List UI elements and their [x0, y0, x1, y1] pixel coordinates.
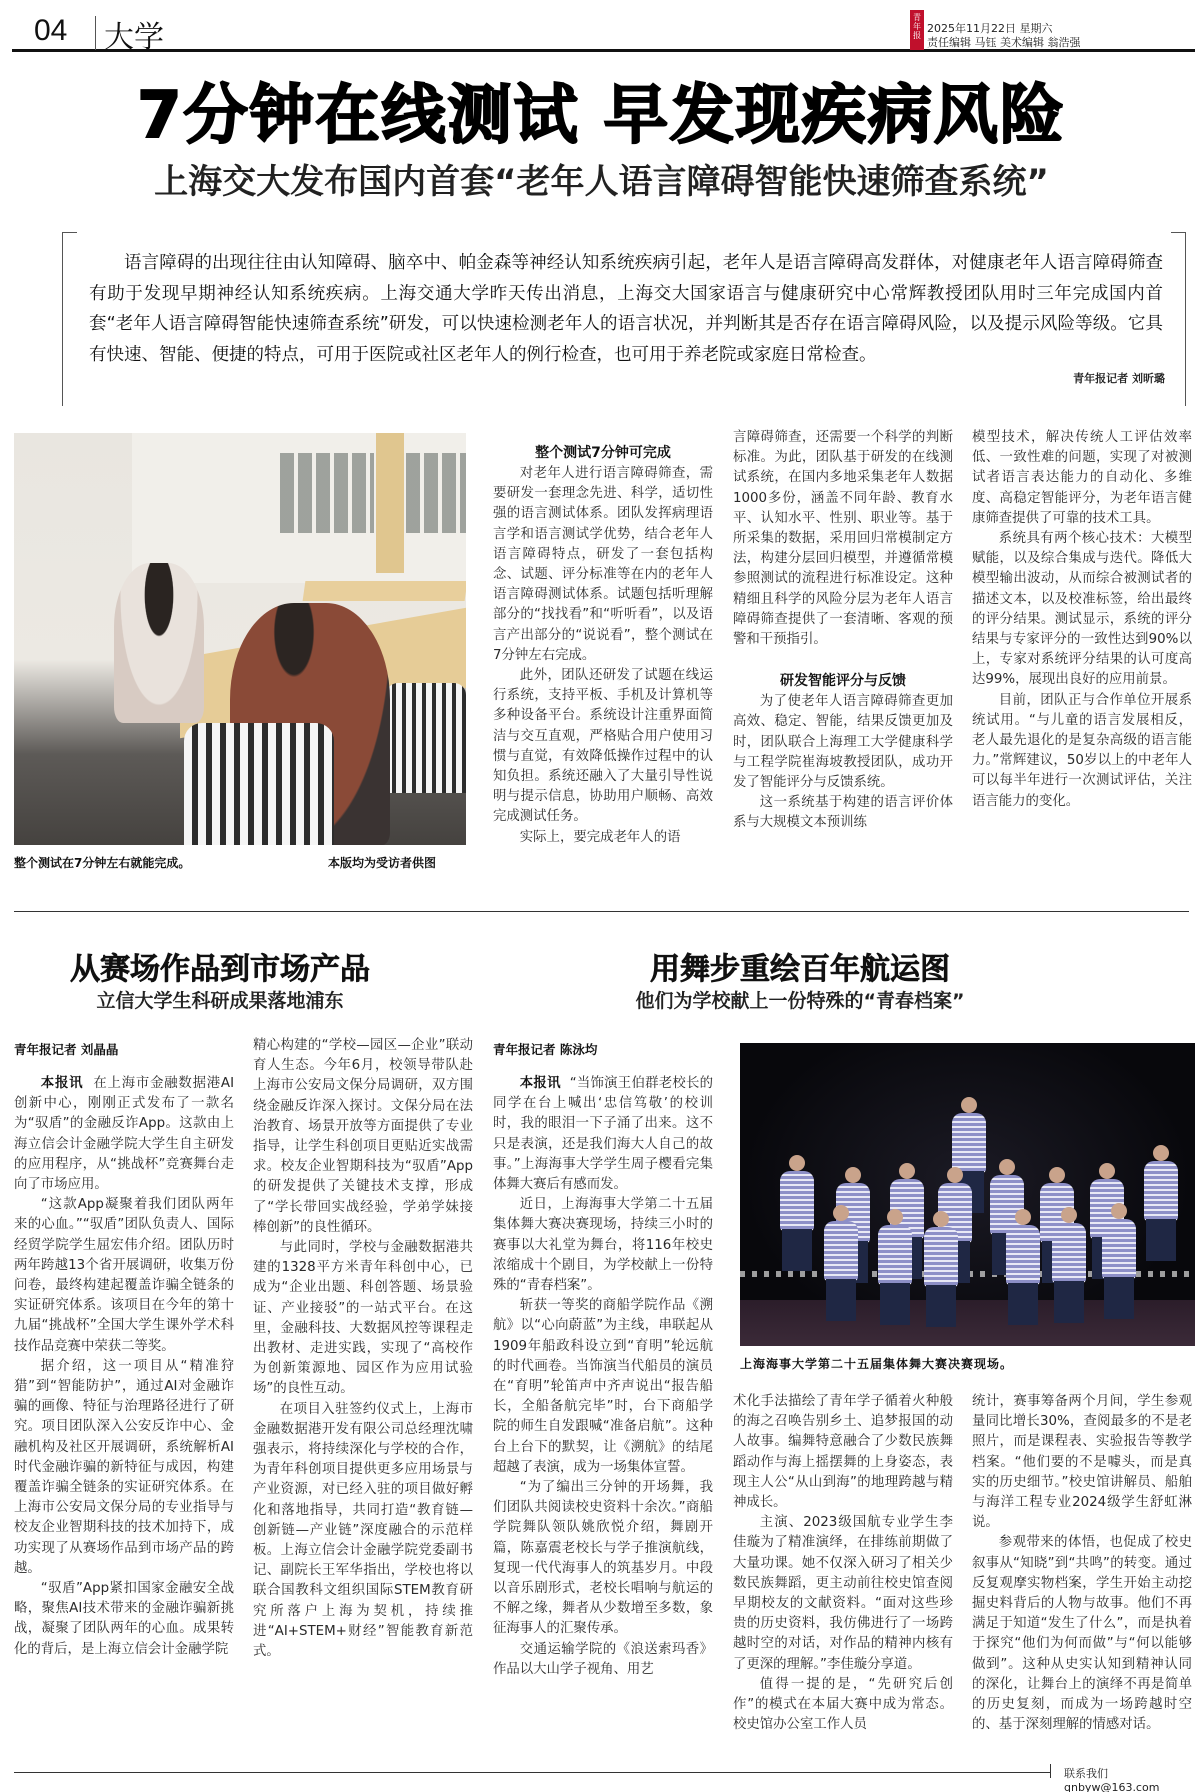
page-number: 04: [34, 14, 68, 47]
story-right-column-3: [972, 1392, 1192, 1735]
paragraph: 术化手法描绘了青年学子循着火种般的海之召唤告别乡土、追梦报国的动人故事。编舞特意融合了少数民族舞蹈动作与海上摇摆舞的上身姿态，表现主人公“从山到海”的地理跨越与精神成长。: [733, 1394, 953, 1511]
paragraph: 系统具有两个核心技术：大模型赋能，以及综合集成与迭代。降低大模型输出波动，从而综合被测试者的描述文本，以及校准标签，给出最终的评分结果。测试显示，系统的评分结果与专家评分的一致性达到90%以上，专家对系统评分结果的认可度高达99%，展现出良好的应用前景。: [972, 531, 1192, 688]
paragraph: 为了使老年人语言障碍筛查更加高效、稳定、智能，结果反馈更加及时，团队联合上海理工大学健康科学与工程学院崔海坡教授团队，成功开发了智能评分与反馈系统。: [733, 694, 953, 791]
story-right-column-1: [493, 1074, 713, 1680]
paragraph: 模型技术，解决传统人工评估效率低、一致性难的问题，实现了对被测试者语言表达能力的自动化、多维度、高稳定智能评分，为老年语言健康筛查提供了可靠的技术工具。: [972, 430, 1192, 526]
photo-screening-test: [14, 433, 466, 845]
lead-column-1: [493, 442, 713, 848]
paragraph: 参观带来的体悟，也促成了校史叙事从“知晓”到“共鸣”的转变。通过反复观摩实物档案，学生开始主动挖掘史料背后的人物与故事。他们不再满足于知道“发生了什么”，而是执着于探究“他们为何而做”与“何以能够做到”。这种从史实认知到精神认同的深化，让舞台上的演绎不再是简单的历史复刻，而成为一场跨越时空的、基于深刻理解的情感对话。: [972, 1535, 1192, 1733]
paragraph: 近日，上海海事大学第二十五届集体舞大赛决赛现场，持续三小时的赛事以大礼堂为舞台，将116年校史浓缩成十个剧目，为学校献上一份特殊的“青春档案”。: [493, 1197, 713, 1294]
section-heading: 研发智能评分与反馈: [780, 673, 906, 690]
dateline: 本报讯: [519, 1076, 561, 1091]
paragraph: 值得一提的是，“先研究后创作”的模式在本届大赛中成为常态。校史馆办公室工作人员: [733, 1676, 953, 1733]
editors-credit: 责任编辑 马钰 美术编辑 翁浩强: [927, 36, 1081, 49]
photo-credit: 本版均为受访者供图: [328, 856, 437, 870]
story-right-headline: 用舞步重绘百年航运图: [650, 952, 950, 987]
footer-rule-tick: [1050, 1764, 1051, 1778]
paragraph: “这款App凝聚着我们团队两年来的心血。”“驭盾”团队负责人、国际经贸学院学生屈宏伟介绍。团队历时两年跨越13个省开展调研，收集万份问卷，最终构建起覆盖诈骗全链条的实证研究体系。该项目在今年的第十九届“挑战杯”全国大学生课外学术科技作品竞赛中荣获二等奖。: [14, 1197, 234, 1354]
story-right-column-2: [733, 1392, 953, 1735]
lead-summary-box: [62, 232, 1186, 406]
story-left-byline: 青年报记者 刘晶晶: [14, 1042, 119, 1057]
story-left-column-1: [14, 1074, 234, 1660]
dateline: 本报讯: [40, 1076, 84, 1091]
paragraph: 本报讯 “当饰演王伯群老校长的同学在台上喊出‘忠信笃敬’的校训时，我的眼泪一下子涌了出来。这不只是表演，还是我们海大人自己的故事。”上海海事大学学生周子樱看完集体舞大赛后有感而发。: [493, 1076, 714, 1193]
paragraph: 交通运输学院的《浪送索玛香》作品以大山学子视角、用艺: [493, 1641, 713, 1677]
paragraph: 精心构建的“学校—园区—企业”联动育人生态。今年6月，校领导带队赴上海市公安局文保分局调研，双方围绕金融反诈深入探讨。文保分局在法治教育、场景开放等方面提供了专业指导，让学生科创项目更贴近实战需求。校友企业智期科技为“驭盾”App的研发提供了关键技术支撑，形成了“学长带回实战经验，学弟学妹接棒创新”的良性循环。: [253, 1038, 473, 1235]
paragraph: 此外，团队还研发了试题在线运行系统，支持平板、手机及计算机等多种设备平台。系统设计注重界面简洁与交互直观，严格贴合用户使用习惯与直觉，有效降低操作过程中的认知负担。系统还融入了大量引导性说明与提示信息，协助用户顺畅、高效完成测试任务。: [493, 668, 713, 825]
paragraph: 这一系统基于构建的语言评价体系与大规模文本预训练: [733, 795, 953, 831]
paragraph: 统计，赛事筹备两个月间，学生参观量同比增长30%，查阅最多的不是老照片，而是课程表、实验报告等教学档案。“他们要的不是噱头，而是真实的历史细节。”校史馆讲解员、船舶与海洋工程专业2024级学生舒虹淋说。: [972, 1394, 1192, 1531]
lead-column-2: [733, 428, 953, 834]
paragraph: 在项目入驻签约仪式上，上海市金融数据港开发有限公司总经理沈啸强表示，将持续深化与学校的合作，为青年科创项目提供更多应用场景与产业资源，对已经入驻的项目做好孵化和落地指导，共同打造“教育链—创新链—产业链”深度融合的示范样板。上海立信会计金融学院党委副书记、副院长王军华指出，学校也将以联合国教科文组织国际STEM教育研究所落户上海为契机，持续推进“AI+STEM+财经”智能教育新范式。: [253, 1401, 473, 1660]
photo-caption: 整个测试在7分钟左右就能完成。: [14, 856, 191, 870]
paragraph: 目前，团队正与合作单位开展系统试用。“与儿童的语言发展相反，老人最先退化的是复杂高级的语言能力。”常辉建议，50岁以上的中老年人可以每半年进行一次测试评估，关注语言能力的变化。: [972, 692, 1192, 809]
story-right-subheadline: 他们为学校献上一份特殊的“青春档案”: [635, 990, 965, 1012]
lead-byline: 青年报记者 刘昕璐: [1073, 372, 1165, 385]
paragraph: 实际上，要完成老年人的语: [519, 829, 681, 845]
footer-rule: [14, 1772, 1050, 1773]
paragraph: “驭盾”App紧扣国家金融安全战略，聚焦AI技术带来的金融诈骗新挑战，凝聚了团队两年的心血。成果转化的背后，是上海立信会计金融学院: [14, 1581, 234, 1657]
paragraph: 主演、2023级国航专业学生李佳璇为了精准演绎，在排练前期做了大量功课。她不仅深入研习了相关少数民族舞蹈，更主动前往校史馆查阅早期校友的文献资料。“面对这些珍贵的历史资料，我仿佛进行了一场跨越时空的对话，对作品的精神内核有了更深的理解。”李佳璇分享道。: [733, 1515, 953, 1672]
lead-paragraph: 语言障碍的出现往往由认知障碍、脑卒中、帕金森等神经认知系统疾病引起，老年人是语言障碍高发群体，对健康老年人语言障碍筛查有助于发现早期神经认知系统疾病。上海交通大学昨天传出消息，上海交大国家语言与健康研究中心常辉教授团队用时三年完成国内首套“老年人语言障碍智能快速筛查系统”研发，可以快速检测老年人的语言状况，并判断其是否存在语言障碍风险，以及提示风险等级。它具有快速、智能、便捷的特点，可用于医院或社区老年人的例行检查，也可用于养老院或家庭日常检查。: [89, 253, 1163, 365]
issue-date: 2025年11月22日 星期六: [927, 22, 1053, 35]
dance-photo-caption: 上海海事大学第二十五届集体舞大赛决赛现场。: [740, 1357, 1014, 1371]
paragraph: 据介绍，这一项目从“精准狩猎”到“智能防护”，通过AI对金融诈骗的画像、特征与治理路径进行了研究。项目团队深入公安反诈中心、金融机构及社区开展调研，系统解析AI时代金融诈骗的新特征与成因，构建覆盖诈骗全链条的实证研究体系。在上海市公安局文保分局的专业指导与校友企业智期科技的技术加持下，成功实现了从赛场作品到市场产品的跨越。: [14, 1358, 234, 1576]
story-left-column-2: [253, 1036, 473, 1662]
photo-dance-competition: [740, 1043, 1195, 1346]
masthead: [12, 10, 1195, 55]
paragraph: 与此同时，学校与金融数据港共建的1328平方米青年科创中心，已成为“企业出题、科创答题、场景验证、产业接驳”的一站式平台。在这里，金融科技、大数据风控等课程走出教材、走进实践，实现了“高校作为创新策源地、园区作为应用试验场”的良性互动。: [253, 1240, 473, 1397]
section-divider: [14, 911, 1189, 912]
paragraph: “为了编出三分钟的开场舞，我们团队共阅读校史资料十余次。”商船学院舞队领队姚欣悦介绍，舞剧开篇，陈嘉震老校长与学子推演航线，复现一代代海事人的筑基岁月。中段以音乐剧形式，老校长唱响与航运的不解之缘，舞者从少数增至多数，象征海事人的汇聚传承。: [493, 1480, 713, 1637]
paragraph: 言障碍筛查，还需要一个科学的判断标准。为此，团队基于研发的在线测试系统，在国内多地采集老年人数据1000多份，涵盖不同年龄、教育水平、认知水平、性别、职业等。基于所采集的数据，采用回归常模制定方法，构建分层回归模型，并遵循常模参照测试的流程进行标准设定。这种精细且科学的风险分层为老年人语言障碍筛查提供了一套清晰、客观的预警和干预指引。: [733, 430, 953, 648]
lead-headline: 7分钟在线测试 早发现疾病风险: [137, 79, 1066, 153]
contact-email[interactable]: 联系我们 qnbyw@163.com: [1064, 1767, 1160, 1792]
lead-column-3: [972, 428, 1192, 812]
story-left-headline: 从赛场作品到市场产品: [70, 952, 370, 987]
lead-subheadline: 上海交大发布国内首套“老年人语言障碍智能快速筛查系统”: [154, 162, 1049, 202]
paragraph: 对老年人进行语言障碍筛查，需要研发一套理念先进、科学，适切性强的语言测试体系。团队发挥病理语言学和语言测试学优势，结合老年人语言障碍特点，研发了一套包括构念、试题、评分标准等在内的老年人语言障碍测试体系。试题包括听理解部分的“找找看”和“听听看”，以及语言产出部分的“说说看”，整个测试在7分钟左右完成。: [493, 466, 713, 663]
paragraph: 斩获一等奖的商船学院作品《溯航》以“心向蔚蓝”为主线，串联起从1909年船政科设立到“育明”轮远航的时代画卷。当饰演当代船员的演员在“育明”轮笛声中齐声说出“报告船长，全船备航完毕”时，台下商船学院的师生自发跟喊“准备启航”。这种台上台下的默契，让《溯航》的结尾超越了表演，成为一场集体宣誓。: [493, 1298, 713, 1475]
story-right-byline: 青年报记者 陈泳均: [493, 1042, 598, 1057]
story-left-subheadline: 立信大学生科研成果落地浦东: [96, 990, 344, 1012]
newspaper-logo: 青年报: [910, 10, 924, 50]
paragraph: 本报讯 在上海市金融数据港AI创新中心，刚刚正式发布了一款名为“驭盾”的金融反诈App。这款由上海立信会计金融学院大学生自主研发的应用程序，从“挑战杯”竞赛舞台走向了市场应用。: [14, 1076, 235, 1193]
section-heading: 整个测试7分钟可完成: [535, 445, 671, 461]
masthead-divider: [95, 16, 96, 50]
section-name: 大学: [104, 20, 164, 55]
